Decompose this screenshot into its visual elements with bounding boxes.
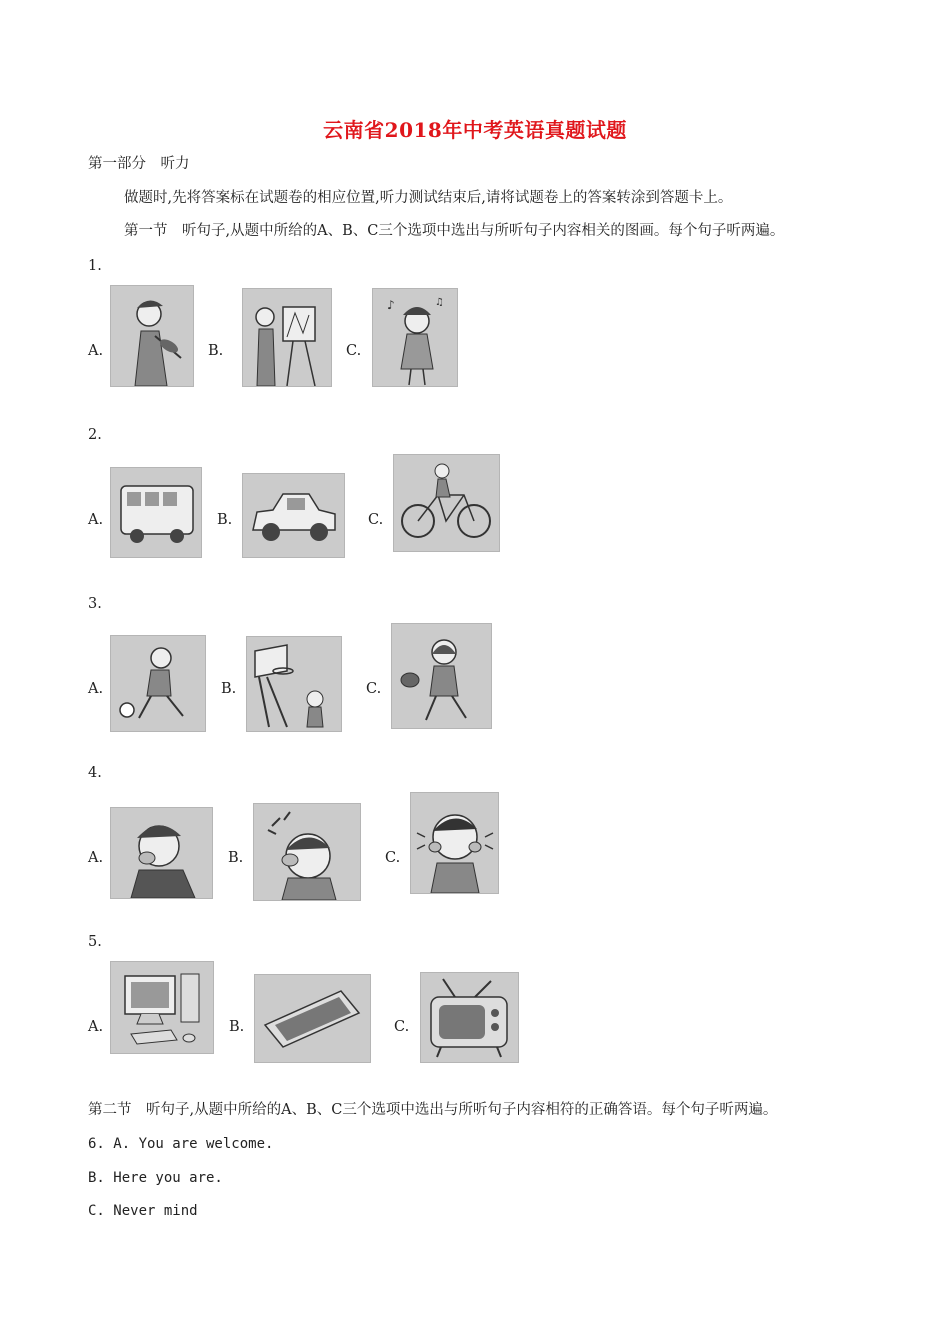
svg-text:♫: ♫ (435, 297, 444, 308)
headache-boy-icon[interactable] (253, 803, 361, 901)
football-boy-icon[interactable] (110, 635, 206, 732)
coughing-boy-icon[interactable] (110, 807, 213, 899)
q6-option-c: C. Never mind (88, 1203, 198, 1219)
option-label: C. (385, 850, 401, 866)
option-label: C. (368, 512, 384, 528)
question-number: 2. (88, 427, 102, 443)
ping-pong-boy-icon[interactable] (391, 623, 492, 729)
toothache-boy-icon[interactable] (410, 792, 499, 894)
option-label: C. (346, 343, 362, 359)
option-label: B. (228, 850, 244, 866)
svg-text:♪: ♪ (387, 298, 395, 312)
page-title: 云南省2018年中考英语真题试题 (323, 118, 627, 142)
car-icon[interactable] (242, 473, 345, 558)
bus-icon[interactable] (110, 467, 202, 558)
option-label: A. (88, 1019, 104, 1035)
option-label: B. (221, 681, 237, 697)
question-number: 3. (88, 596, 102, 612)
television-icon[interactable] (420, 972, 519, 1063)
instruction-text: 做题时,先将答案标在试题卷的相应位置,听力测试结束后,请将试题卷上的答案转涂到答题卡上。 (124, 190, 733, 206)
computer-icon[interactable] (110, 961, 214, 1054)
option-label: B. (229, 1019, 245, 1035)
section2-instruction: 第二节 听句子,从题中所给的A、B、C三个选项中选出与所听句子内容相符的正确答语。每个句子听两遍。 (88, 1102, 778, 1118)
question-number: 5. (88, 934, 102, 950)
q6-option-a: 6. A. You are welcome. (88, 1136, 274, 1152)
option-label: A. (88, 850, 104, 866)
bicycle-icon[interactable] (393, 454, 500, 552)
option-label: B. (217, 512, 233, 528)
option-label: C. (394, 1019, 410, 1035)
painting-girl-icon[interactable] (242, 288, 332, 387)
option-label: A. (88, 343, 104, 359)
option-label: C. (366, 681, 382, 697)
question-number: 4. (88, 765, 102, 781)
part-heading: 第一部分 听力 (88, 156, 190, 172)
section1-instruction: 第一节 听句子,从题中所给的A、B、C三个选项中选出与所听句子内容相关的图画。每个句子听两遍。 (124, 223, 785, 239)
mobile-phone-icon[interactable] (254, 974, 371, 1063)
basketball-icon[interactable] (246, 636, 342, 732)
violin-player-icon[interactable] (110, 285, 194, 387)
singing-girl-icon[interactable] (372, 288, 458, 387)
option-label: A. (88, 681, 104, 697)
option-label: A. (88, 512, 104, 528)
option-label: B. (208, 343, 224, 359)
question-number: 1. (88, 258, 102, 274)
q6-option-b: B. Here you are. (88, 1170, 223, 1186)
